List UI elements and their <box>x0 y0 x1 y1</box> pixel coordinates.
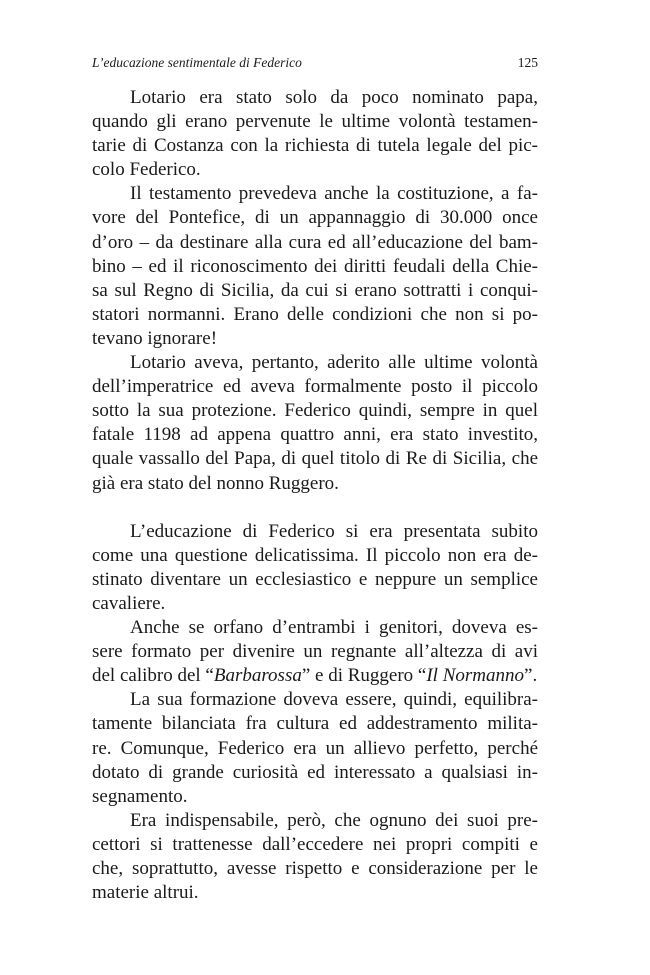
paragraph-3 <box>92 351 538 496</box>
paragraph-2 <box>92 182 538 351</box>
text-line <box>92 664 538 688</box>
text-line: statori normanni. Erano delle condizioni che non si po- <box>92 303 538 325</box>
text-line: materie altrui. <box>92 882 199 904</box>
text-line: vore del Pontefice, di un appannaggio di 30.000 once <box>92 207 538 229</box>
text-line: cavaliere. <box>92 592 166 614</box>
text-run: ” e di Ruggero “ <box>301 665 427 687</box>
text-line: tarie di Costanza con la richiesta di tutela legale del pic- <box>92 135 538 157</box>
text-run: del calibro del “ <box>92 665 214 687</box>
text-line: come una questione delicatissima. Il piccolo non era de- <box>92 544 538 566</box>
text-line: stinato diventare un ecclesiastico e neppure un semplice <box>92 568 538 590</box>
text-line: d’oro – da destinare alla cura ed all’educazione del bam- <box>92 231 538 253</box>
text-line: re. Comunque, Federico era un allievo perfetto, perché <box>92 737 538 759</box>
text-run: ”. <box>524 665 538 687</box>
paragraph-5 <box>92 616 538 688</box>
text-line: bino – ed il riconoscimento dei diritti feudali della Chie- <box>92 255 538 277</box>
text-line: dell’imperatrice ed aveva formalmente posto il piccolo <box>92 376 538 398</box>
paragraph-4 <box>92 520 538 616</box>
text-line: cettori si trattenesse dall’eccedere nei propri compiti e <box>92 833 538 855</box>
text-line: Era indispensabile, però, che ognuno dei suoi pre- <box>130 809 538 831</box>
running-title: L’educazione sentimentale di Federico <box>92 55 302 70</box>
text-line: L’educazione di Federico si era presentata subito <box>130 520 538 542</box>
text-line: Lotario era stato solo da poco nominato papa, <box>130 87 538 108</box>
text-line: dotato di grande curiosità ed interessato a qualsiasi in- <box>92 761 538 783</box>
body-text <box>92 86 538 905</box>
text-line: sere formato per divenire un regnante all’altezza di avi <box>92 641 538 663</box>
text-line: Anche se orfano d’entrambi i genitori, doveva es- <box>130 617 538 639</box>
text-line: segnamento. <box>92 785 188 807</box>
text-line: che, soprattutto, avesse rispetto e considerazione per le <box>92 858 538 879</box>
text-line: tevano ignorare! <box>92 327 218 349</box>
paragraph-7 <box>92 809 538 905</box>
text-line: fatale 1198 ad appena quattro anni, era stato investito, <box>92 424 538 446</box>
section-break <box>92 496 538 520</box>
running-header <box>92 55 538 75</box>
page-number: 125 <box>517 55 538 70</box>
text-line: La sua formazione doveva essere, quindi, equilibra- <box>130 689 538 711</box>
text-line: già era stato del nonno Ruggero. <box>92 472 339 494</box>
text-line: colo Federico. <box>92 159 201 181</box>
text-line: tamente bilanciata fra cultura ed addestramento milita- <box>92 713 538 735</box>
paragraph-1 <box>92 86 538 182</box>
text-line: quale vassallo del Papa, di quel titolo di Re di Sicilia, che <box>92 448 538 470</box>
paragraph-6 <box>92 688 538 808</box>
text-line: sa sul Regno di Sicilia, da cui si erano sottratti i conqui- <box>92 279 538 301</box>
italic-title: Il Normanno <box>426 665 525 687</box>
italic-title: Barbarossa <box>213 665 302 687</box>
text-line: quando gli erano pervenute le ultime volontà testamen- <box>92 111 538 133</box>
text-line: Il testamento prevedeva anche la costituzione, a fa- <box>130 183 538 205</box>
text-line: sotto la sua protezione. Federico quindi, sempre in quel <box>92 400 538 422</box>
text-line: Lotario aveva, pertanto, aderito alle ultime volontà <box>130 352 538 374</box>
